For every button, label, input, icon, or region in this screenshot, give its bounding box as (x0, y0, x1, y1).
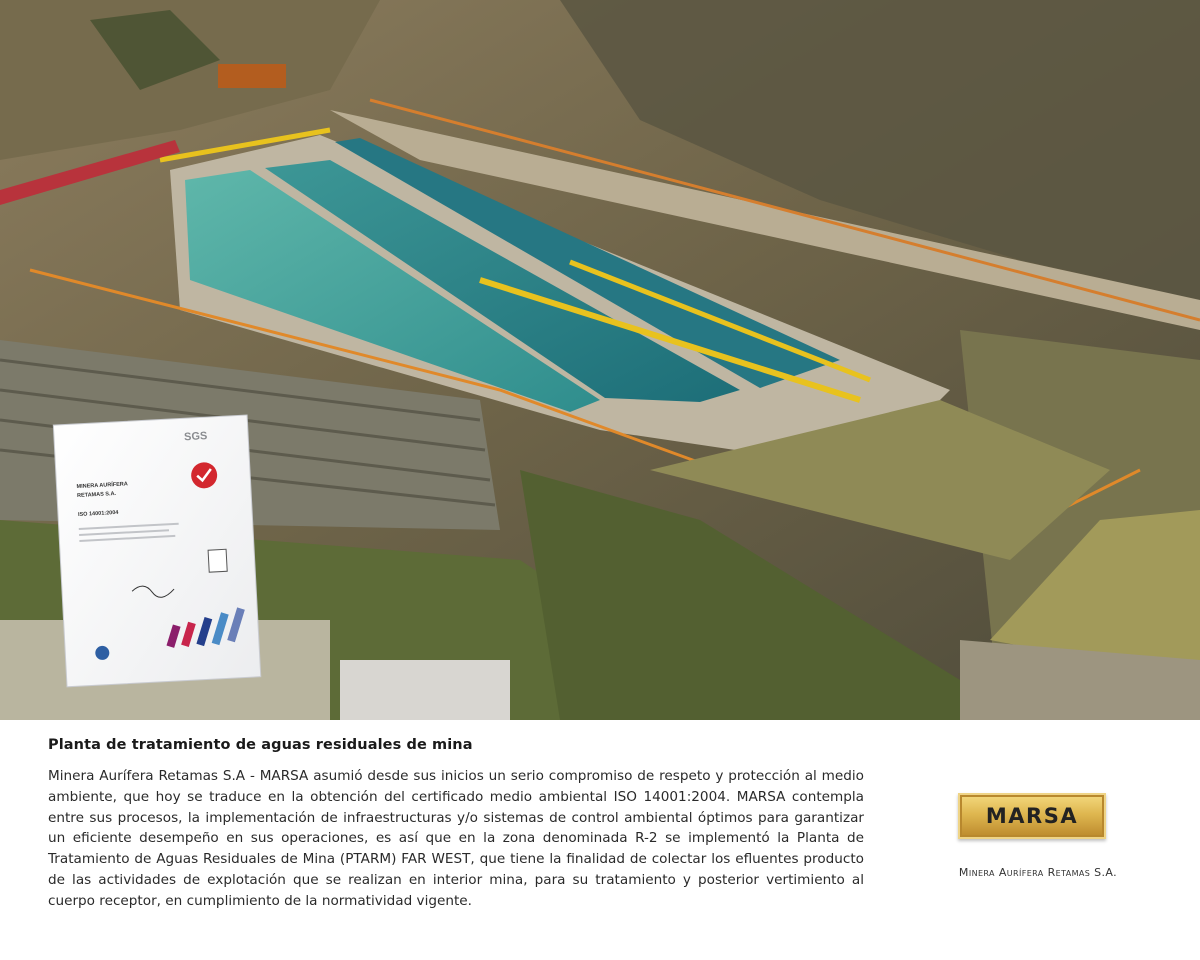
logo-text: MARSA (985, 804, 1079, 828)
iso-certificate (53, 415, 260, 687)
marsa-logo (958, 793, 1106, 839)
company-name: Minera Aurífera Retamas S.A. (958, 866, 1118, 879)
accreditation-icon (208, 549, 227, 572)
caption-title: Planta de tratamiento de aguas residuales de mina (48, 737, 473, 753)
sgs-label: SGS (183, 430, 208, 444)
cert-company-line1: MINERA AURÍFERA (76, 481, 128, 491)
caption-body: Minera Aurífera Retamas S.A - MARSA asumió desde sus inicios un serio compromiso de respeto y protección al medio ambiente, que hoy se traduce en la obtención del certificado medio ambiental ISO 14001:2004. MARSA contempla entre sus procesos, la implementación de infraestructuras y/o sistemas de control ambiental óptimos para garantizar un eficiente desempeño en sus operaciones, es así que en la zona denominada R-2 se implementó la Planta de Tratamiento de Aguas Residuales de Mina (PTARM) FAR WEST, que tiene la finalidad de colectar los efluentes producto de las actividades de explotación que se realizan en interior mina, para su tratamiento y posterior vertimiento al cuerpo receptor, en cumplimiento de la normatividad vigente. (48, 768, 864, 909)
cert-standard: ISO 14001:2004 (77, 509, 119, 518)
cert-company-line2: RETAMAS S.A. (76, 490, 117, 500)
